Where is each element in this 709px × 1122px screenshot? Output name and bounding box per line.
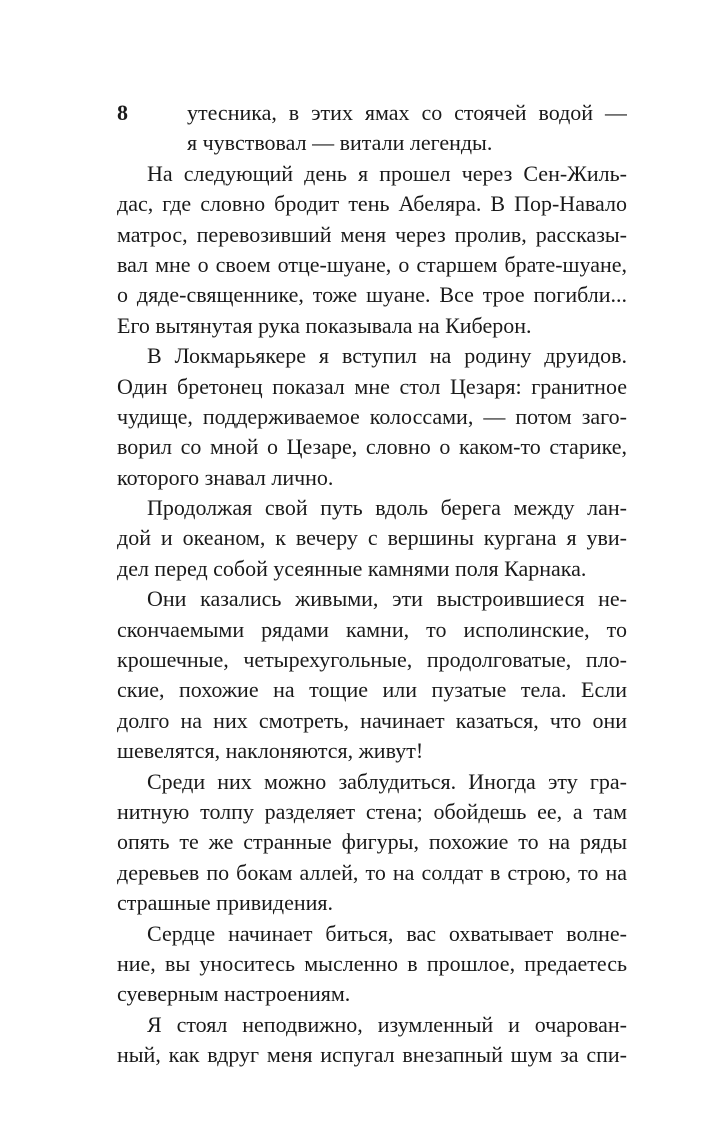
page-number: 8 xyxy=(117,100,128,125)
text-line: деревьев по бокам аллей, то на солдат в строю, то на xyxy=(117,859,627,885)
text-line: дой и океаном, к вечеру с вершины кургана я уви- xyxy=(117,525,627,551)
text-line: На следующий день я прошел через Сен-Жиль- xyxy=(147,160,627,186)
text-line: крошечные, четырехугольные, продолговатые, пло- xyxy=(117,647,627,673)
body-text xyxy=(117,98,627,1071)
text-line: суеверным настроениям. xyxy=(117,981,351,1007)
text-line: чудище, поддерживаемое колоссами, — потом заго- xyxy=(117,403,627,429)
text-line: вал мне о своем отце-шуане, о старшем брате-шуане, xyxy=(117,251,627,277)
text-line: матрос, перевозивший меня через пролив, рассказы- xyxy=(117,221,627,247)
text-line: ный, как вдруг меня испугал внезапный шум за спи- xyxy=(117,1042,627,1068)
text-line: ские, похожие на тощие или пузатые тела. Если xyxy=(117,677,627,703)
text-line: которого знавал лично. xyxy=(117,464,334,490)
text-line: дел перед собой усеянные камнями поля Карнака. xyxy=(117,555,587,581)
text-line: о дяде-священнике, тоже шуане. Все трое погибли... xyxy=(117,282,627,308)
text-line: Продолжая свой путь вдоль берега между лан- xyxy=(147,495,627,521)
text-line: Среди них можно заблудиться. Иногда эту гра- xyxy=(147,768,627,794)
text-line: Они казались живыми, эти выстроившиеся не- xyxy=(147,586,627,612)
text-line: я чувствовал — витали легенды. xyxy=(187,130,493,156)
text-line: В Локмарьякере я вступил на родину друидов. xyxy=(147,343,627,369)
text-line: нитную толпу разделяет стена; обойдешь ее, а там xyxy=(117,798,627,824)
text-line: скончаемыми рядами камни, то исполинские, то xyxy=(117,616,627,642)
text-line: опять те же странные фигуры, похожие то на ряды xyxy=(117,829,627,855)
text-line: Один бретонец показал мне стол Цезаря: гранитное xyxy=(117,373,627,399)
text-line: Его вытянутая рука показывала на Киберон. xyxy=(117,312,532,338)
text-line: ние, вы уноситесь мысленно в прошлое, предаетесь xyxy=(117,950,627,976)
text-line: Сердце начинает биться, вас охватывает волне- xyxy=(147,920,627,946)
text-line: ворил со мной о Цезаре, словно о каком-то старике, xyxy=(117,434,627,460)
text-line: Я стоял неподвижно, изумленный и очарован- xyxy=(147,1011,627,1037)
text-line: страшные привидения. xyxy=(117,890,334,916)
text-line: утесника, в этих ямах со стоячей водой — xyxy=(187,100,627,125)
text-line: шевелятся, наклоняются, живут! xyxy=(117,738,424,764)
text-line: долго на них смотреть, начинает казаться, что они xyxy=(117,707,627,733)
text-line: дас, где словно бродит тень Абеляра. В Пор-Навало xyxy=(117,191,627,217)
